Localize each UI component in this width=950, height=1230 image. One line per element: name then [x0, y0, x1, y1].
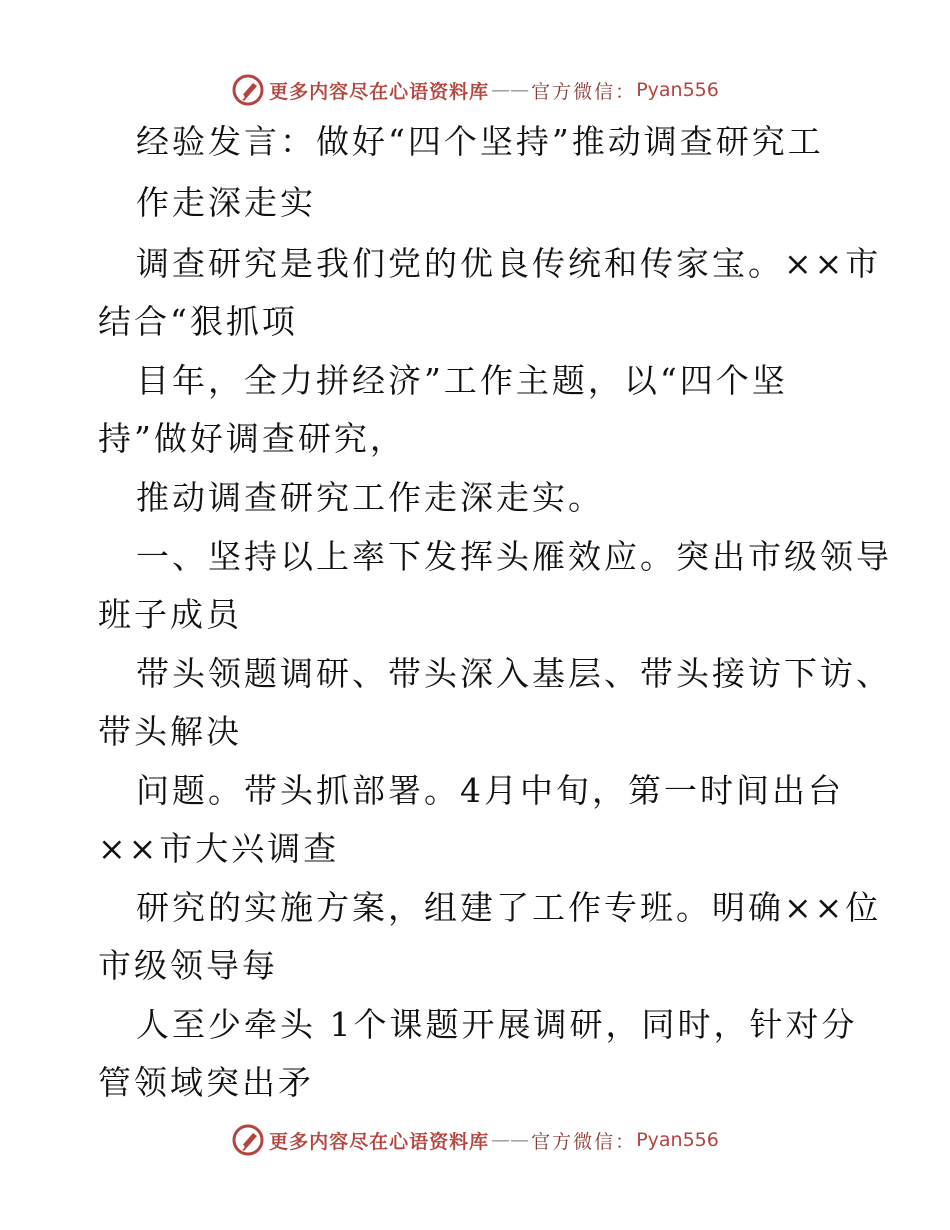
banner-brand-text: 更多内容尽在心语资料库 [269, 80, 490, 103]
doc-text-line: 市级领导每 [98, 946, 278, 985]
banner-official-label: 官方微信： [531, 80, 637, 103]
banner-wechat-id: Pyan556 [636, 79, 719, 101]
banner-separator: —— [491, 1129, 530, 1151]
doc-section-heading-1: 一、坚持以上率下发挥头雁效应。突出市级领导 [136, 537, 892, 576]
pen-logo-icon [231, 73, 265, 107]
pen-logo-icon [231, 1123, 265, 1157]
banner-brand-text: 更多内容尽在心语资料库 [269, 1130, 490, 1153]
banner-wechat-id: Pyan556 [636, 1129, 719, 1151]
doc-text-line: 持”做好调查研究， [98, 419, 406, 458]
doc-title-line-1: 经验发言：做好“四个坚持”推动调查研究工 [136, 122, 824, 161]
doc-text-line: 管领域突出矛 [98, 1063, 314, 1102]
doc-text-line: 班子成员 [98, 595, 242, 634]
doc-text-line: 研究的实施方案，组建了工作专班。明确××位 [136, 888, 882, 927]
doc-text-line: 带头解决 [98, 712, 242, 751]
doc-title-line-2: 作走深走实 [136, 183, 316, 222]
doc-text-line: 人至少牵头 1个课题开展调研，同时，针对分 [136, 1005, 858, 1044]
doc-text-line: ××市大兴调查 [98, 829, 340, 868]
doc-text-line: 调查研究是我们党的优良传统和传家宝。××市 [136, 244, 882, 283]
header-watermark-banner [0, 70, 950, 110]
doc-text-line: 目年，全力拼经济”工作主题，以“四个坚 [136, 361, 788, 400]
doc-text-line: 问题。带头抓部署。4月中旬，第一时间出台 [136, 771, 844, 810]
doc-text-line: 推动调查研究工作走深走实。 [136, 478, 604, 517]
banner-separator: —— [491, 79, 530, 101]
footer-watermark-banner [0, 1120, 950, 1160]
doc-text-line: 带头领题调研、带头深入基层、带头接访下访、 [136, 654, 892, 693]
doc-text-line: 结合“狠抓项 [98, 302, 298, 341]
banner-official-label: 官方微信： [531, 1130, 637, 1153]
